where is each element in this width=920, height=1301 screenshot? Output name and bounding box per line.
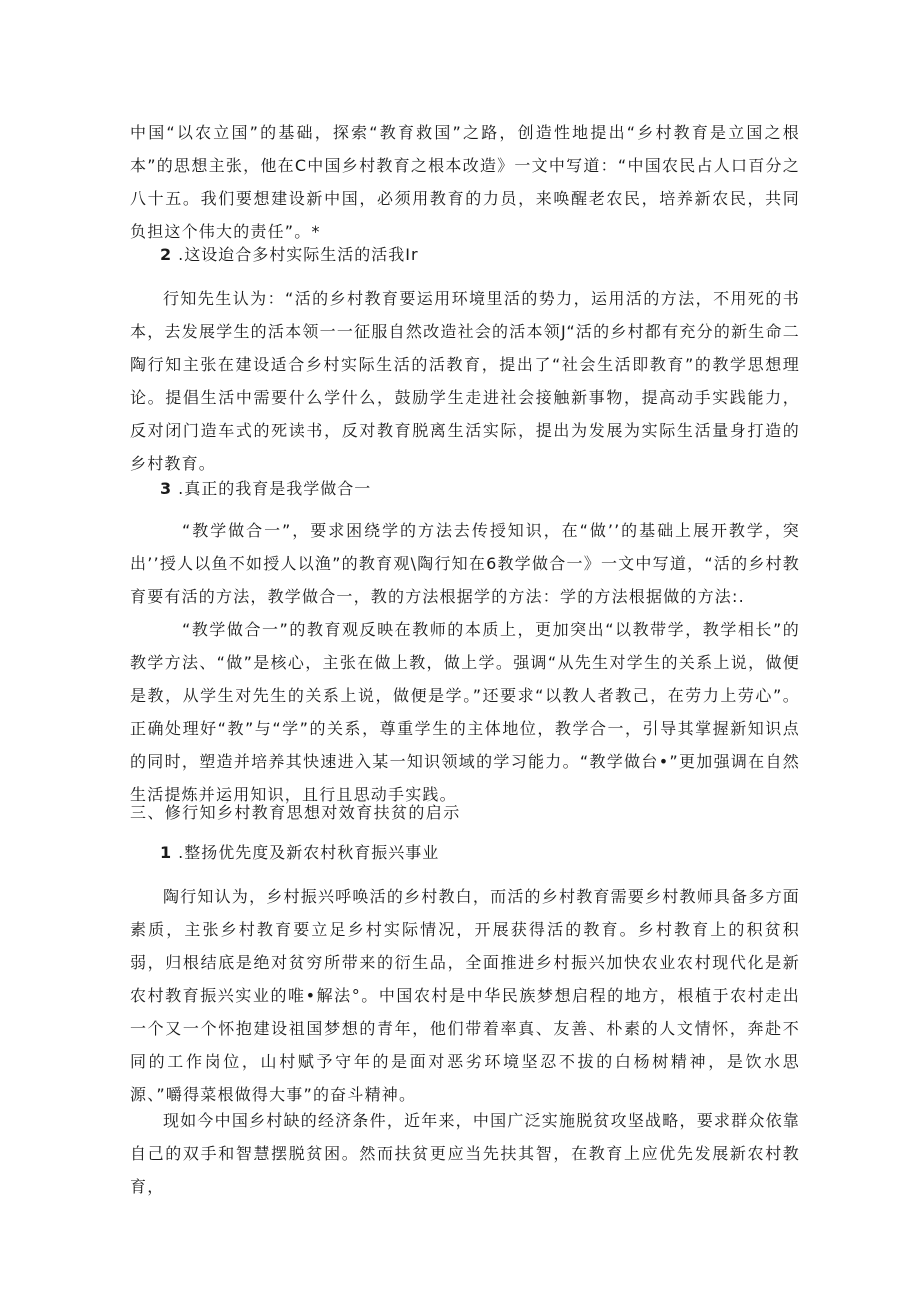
paragraph-poverty-alleviation: 现如今中国乡村缺的经济条件，近年来，中国广泛实施脱贫攻坚战略，要求群众依靠自己的双手和智慧摆脱贫困。然而扶贫更应当先扶其智，在教育上应优先发展新农村教育， — [130, 1111, 800, 1196]
subheading-2-text: .这设迨合多村实际生活的活我Ir — [178, 245, 419, 264]
paragraph-living-education: 行知先生认为：“活的乡村教育要运用环境里活的势力，运用活的方法，不用死的书本，去发展学生的活本领一一征服自然改造社会的活本领J“活的乡村都有充分的新生命二陶行知主张在建设适合乡村实际生活的活教育，提出了“社会生活即教育”的教学思想理论。提倡生活中需要什么学什么，鼓励学生走进社会接触新事物，提高动手实践能力，反对闭门造车式的死读书，反对教育脱离生活实际，提出为发展为实际生活量身打造的乡村教育。 — [130, 289, 800, 473]
subheading-2-number: 2 — [160, 245, 173, 264]
subheading-2 — [160, 240, 419, 270]
paragraph-rural-revitalization: 陶行知认为，乡村振兴呼唤活的乡村教白，而活的乡村教育需要乡村教师具备多方面素质，主张乡村教育要立足乡村实际情况，开展获得活的教育。乡村教育上的积贫积弱，归根结底是绝对贫穷所带来的衍生品，全面推进乡村振兴加快农业农村现代化是新农村教育振兴实业的唯•解法°。中国农村是中华民族梦想启程的地方，根植于农村走出一个又一个怀抱建设祖国梦想的青年，他们带着率真、友善、朴素的人文情怀，奔赴不同的工作岗位，山村赋予守年的是面对恶劣环境坚忍不拔的白杨树精神，是饮水思源、”嚼得菜根做得大事”的奋斗精神。 — [130, 887, 800, 1104]
subheading-3-text: .真正的我育是我学做合一 — [178, 479, 372, 498]
paragraph-teacher-essence: “教学做合一”的教育观反映在教师的本质上，更加突出“以教带学，教学相长”的教学方法、“做”是核心，主张在做上教，做上学。强调“从先生对学生的关系上说，做便是教，从学生对先生的关系上说，做便是学。”还要求“以教人者教己，在劳力上劳心”。正确处理好“教”与“学”的关系，尊重学生的主体地位，教学合一，引导其掌握新知识点的同时，塑造并培养其快速进入某一知识领域的学习能力。“教学做台•”更加强调在自然生活提炼并运用知识，且行且思动手实践。 — [130, 620, 800, 804]
subheading-1 — [160, 838, 439, 868]
subheading-3-number: 3 — [160, 479, 173, 498]
paragraph-teach-learn-do: “教学做合一”，要求困绕学的方法去传授知识，在“做’’的基础上展开教学，突出’’授人以鱼不如授人以渔”的教育观\陶行知在6教学做合一》一文中写道，“活的乡村教育要有活的方法，教学做合一，教的方法根据学的方法：学的方法根据做的方法:. — [130, 521, 800, 606]
subheading-1-number: 1 — [160, 843, 173, 862]
section-heading-3: 三、修行知乡村教育思想对效育扶贫的启示 — [130, 803, 461, 822]
subheading-3 — [160, 474, 371, 504]
paragraph-rural-education-foundation: 中国“以农立国”的基础，探索“教育救国”之路，创造性地提出“乡村教育是立国之根本”的思想主张，他在C中国乡村教育之根本改造》一文中写道：“中国农民占人口百分之八十五。我们要想建设新中国，必须用教育的力员，来唤醒老农民，培养新农民，共同负担这个伟大的责任”。* — [130, 123, 800, 241]
subheading-1-text: .整扬优先度及新农村秋育振兴事业 — [178, 843, 440, 862]
